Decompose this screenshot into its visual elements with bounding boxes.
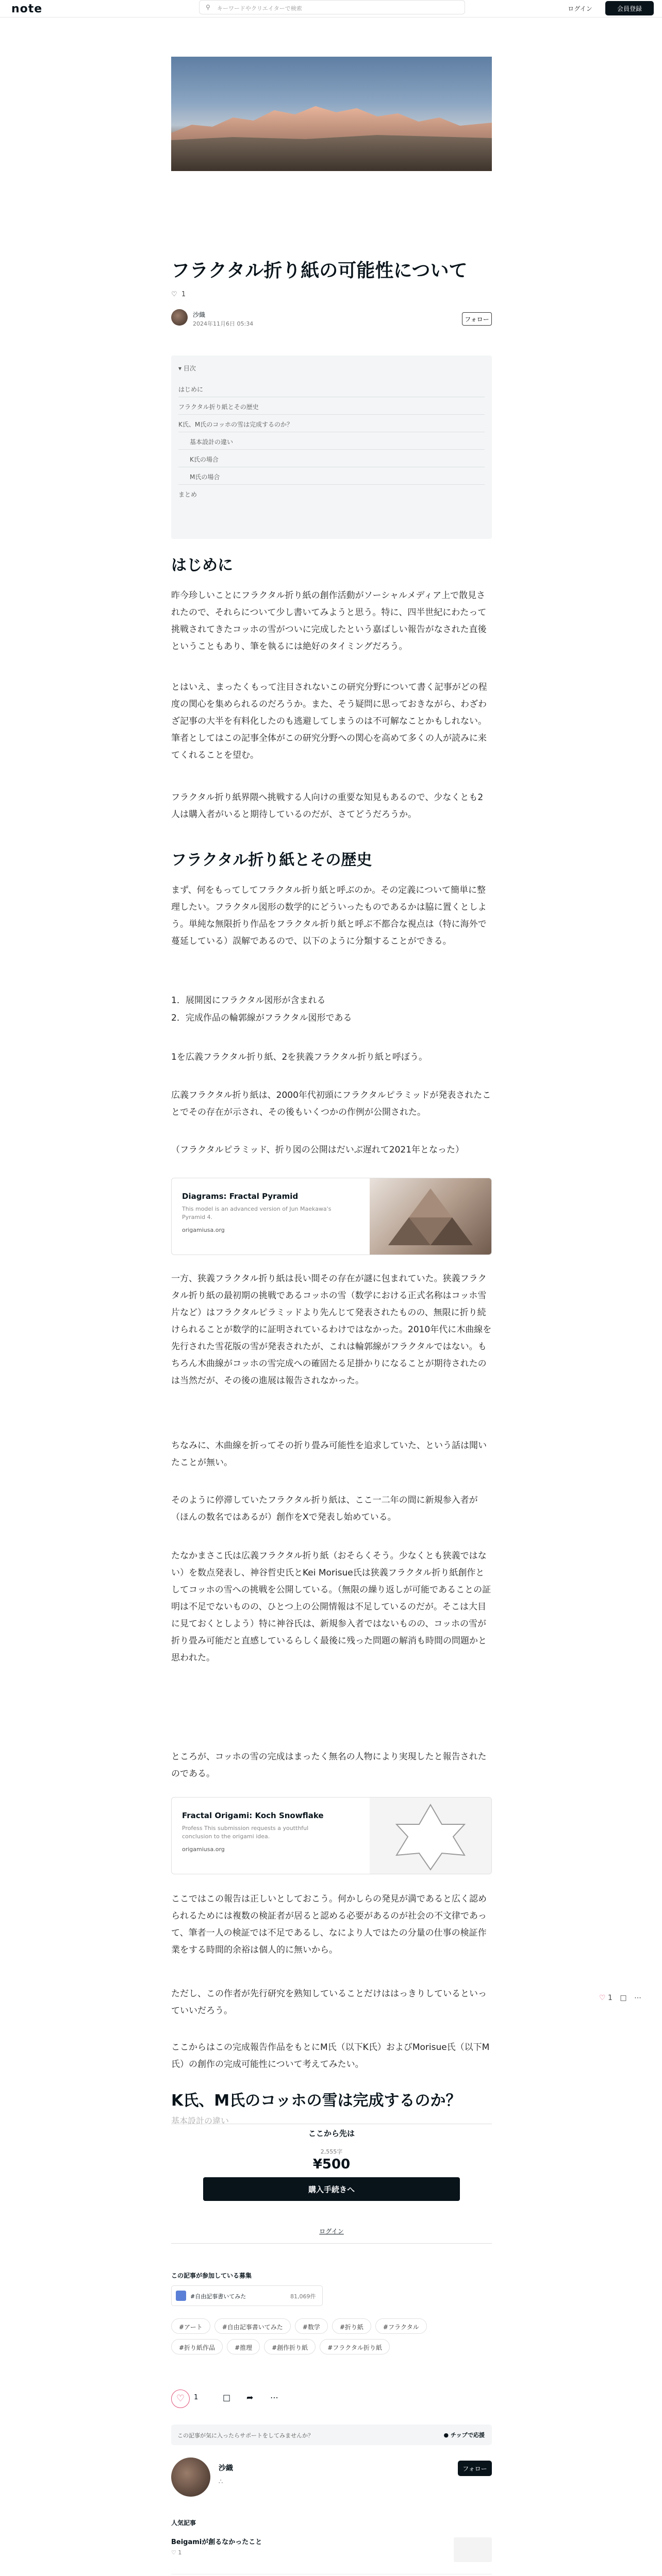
paragraph: 昨今珍しいことにフラクタル折り紙の創作活動がソーシャルメディア上で散見されたので、それらについて少し書いてみようと思う。特に、四半世紀にわたって挑戦されてきたコッホの雪がついに完成したという嘉ばしい報告がなされた直後ということもあり、筆を執るには絶好のタイミングだろう。 xyxy=(171,590,487,652)
mountain-landscape-image xyxy=(171,57,492,171)
like-summary[interactable]: ♡ 1 xyxy=(171,291,186,298)
search-icon: ⚲ xyxy=(206,4,210,11)
toc-item[interactable]: 基本設計の違い xyxy=(178,432,485,450)
fractal-pyramid-image xyxy=(370,1178,491,1255)
toc-item[interactable]: K氏の場合 xyxy=(178,450,485,467)
paragraph: ただし、この作者が先行研究を熟知していることだけははっきりしているといっていいだろう。 xyxy=(171,1989,487,2016)
article-title: フラクタル折り紙の可能性について xyxy=(171,260,468,281)
chip-button[interactable]: ● チップで応援 xyxy=(443,2432,485,2438)
avatar[interactable] xyxy=(171,2458,210,2497)
toc-item[interactable]: フラクタル折り紙とその歴史 xyxy=(178,397,485,415)
paragraph: 一方、狭義フラクタル折り紙は長い間その存在が謎に包まれていた。狭義フラクタル折り紙の最初期の挑戦であるコッホの雪（数学における正式名称はコッホ雪片など）はフラクタルピラミッドより先んじて発表されたものの、無限に折り続けられることが数学的に証明されているわけではなかった。2010年代に木曲線を先行された雪花版の雪が発表されたが、これは輪郭線がフラクタルではない。もちろん木曲線がコッホの雪完成への確固たる足掛かりになることが期待されたのは当然だが、その後の進展は報告されなかった。 xyxy=(171,1274,492,1386)
signup-button[interactable]: 会員登録 xyxy=(605,1,654,15)
comment-icon[interactable]: □ xyxy=(223,2393,231,2402)
link-card-fractal-pyramid[interactable] xyxy=(171,1178,492,1255)
tag[interactable]: #アート xyxy=(171,2318,210,2334)
note-logo[interactable]: note xyxy=(11,3,43,15)
side-actions: ♡ 1 □ ⋯ xyxy=(599,1994,642,2002)
support-box xyxy=(171,2425,492,2445)
heart-icon[interactable]: ♡ xyxy=(599,1994,606,2002)
purchase-button[interactable]: 購入手続きへ xyxy=(203,2177,460,2201)
toc-item[interactable]: まとめ xyxy=(178,491,197,498)
follow-button[interactable]: フォロー xyxy=(458,2461,492,2476)
like-button[interactable]: ♡ xyxy=(171,2389,190,2408)
hero-image xyxy=(171,57,492,171)
paragraph: 1を広義フラクタル折り紙、2を狭義フラクタル折り紙と呼ぼう。 xyxy=(171,1052,427,1062)
magazine-icon xyxy=(176,2291,186,2301)
heading-koch-question: K氏、M氏のコッホの雪は完成するのか？ xyxy=(171,2092,461,2110)
heart-icon: ♡ xyxy=(171,291,177,298)
card-url: origamiusa.org xyxy=(182,1227,225,1233)
popular-articles xyxy=(171,2518,492,2576)
heading-history: フラクタル折り紙とその歴史 xyxy=(171,851,372,869)
creator-name[interactable]: 沙織 xyxy=(219,2464,233,2472)
faded-subheading: 基本設計の違い xyxy=(171,2116,229,2126)
koch-snowflake-image xyxy=(370,1798,491,1874)
search-input[interactable]: ⚲ キーワードやクリエイターで検索 xyxy=(199,0,465,14)
paragraph: たなかまさこ氏は広義フラクタル折り紙（おそらくそう。少なくとも狭義ではない）を数点発表し、神谷哲史氏とKei Morisue氏は狭義フラクタル折り紙創作としてコッホの雪への挑戦を公開している。（無限の繰り返しが可能であることの証明は不足でないものの、ひとつ上の公開情報は不足しているのだが。そこは大目に見ておくとしよう）特に神谷氏は、新規参入者ではないものの、コッホの雪が折り畳み可能だと直感しているらしく最後に残った問題の解消も時間の問題かと思われた。 xyxy=(171,1551,491,1663)
article-actions xyxy=(171,2389,492,2408)
price: ¥500 xyxy=(312,2157,351,2172)
card-description: This model is an advanced version of Jun Maekawa's Pyramid 4. xyxy=(182,1206,332,1221)
card-title: Fractal Origami: Koch Snowflake xyxy=(182,1811,324,1820)
paragraph: フラクタル折り紙界隈へ挑戦する人向けの重要な知見もあるので、少なくとも2人は購入者がいると期待しているのだが、さてどうだろうか。 xyxy=(171,792,484,820)
toc-item[interactable]: K氏、M氏のコッホの雪は完成するのか？ xyxy=(178,415,485,432)
more-icon[interactable]: ⋯ xyxy=(270,2393,278,2402)
article-thumbnail xyxy=(454,2537,492,2562)
popular-heading: 人気記事 xyxy=(171,2519,196,2527)
author-block xyxy=(171,309,492,330)
list-item: 2．完成作品の輪郭線がフラクタル図形である xyxy=(171,1013,352,1023)
paragraph: 広義フラクタル折り紙は、2000年代初頭にフラクタルピラミッドが発表されたことでその存在が示され、その後もいくつかの作例が公開された。 xyxy=(171,1090,491,1117)
avatar[interactable] xyxy=(171,309,188,326)
site-header xyxy=(0,0,662,18)
tag-list xyxy=(171,2339,492,2354)
card-description: Profess This submission requests a youtthful conclusion to the origami idea. xyxy=(182,1825,309,1840)
chip-icon: ● xyxy=(443,2432,449,2438)
list-item: 1．展開図にフラクタル図形が含まれる xyxy=(171,995,326,1006)
card-title: Diagrams: Fractal Pyramid xyxy=(182,1192,299,1201)
more-icon[interactable]: ⋯ xyxy=(634,1994,642,2002)
char-count: 2,555字 xyxy=(320,2148,343,2155)
list-item[interactable]: Beigamiが創るなかったこと ♡ 1 xyxy=(171,2534,492,2574)
toc-item[interactable]: M氏の場合 xyxy=(178,467,485,485)
rss-icon[interactable]: ∴ xyxy=(219,2478,223,2486)
comment-icon[interactable]: □ xyxy=(620,1994,627,2002)
paragraph: （フラクタルピラミッド、折り図の公開はだいぶ遅れて2021年となった） xyxy=(171,1145,465,1155)
table-of-contents xyxy=(171,355,492,539)
toc-heading[interactable]: ▾ 目次 xyxy=(178,365,196,372)
like-count: 1 xyxy=(194,2394,198,2401)
magazine-card[interactable] xyxy=(171,2285,323,2306)
publish-date: 2024年11月6日 05:34 xyxy=(193,320,254,327)
tag[interactable]: #折り紙 xyxy=(332,2318,371,2334)
like-count: ♡ 1 xyxy=(171,2549,182,2556)
paragraph: ところが、コッホの雪の完成はまったく無名の人物により実現したと報告されたのである。 xyxy=(171,1752,487,1779)
tag[interactable]: #フラクタル xyxy=(375,2318,427,2334)
paragraph: ちなみに、木曲線を折ってその折り畳み可能性を追求していた、という話は聞いたことが無い。 xyxy=(171,1440,487,1468)
toc-item[interactable]: はじめに xyxy=(178,380,485,397)
tag[interactable]: #自由記事書いてみた xyxy=(214,2318,291,2334)
paragraph: とはいえ、まったくもって注目されないこの研究分野について書く記事がどの程度の関心を集められるのだろうか。また、そう疑問に思っておきながら、わざわざ記事の大半を有料化したのも逃避してしまうのは不可解なことかもしれない。筆者としてはこの記事全体がこの研究分野への関心を高めて多くの人が読みに来てくれることを望む。 xyxy=(171,682,487,760)
paragraph: そのように停滞していたフラクタル折り紙は、ここ一二年の間に新規参入者が（ほんの数名ではあるが）創作をXで発表し始めている。 xyxy=(171,1495,478,1522)
paywall-login-link[interactable]: ログイン xyxy=(319,2228,344,2235)
card-url: origamiusa.org xyxy=(182,1846,225,1853)
tag[interactable]: #創作折り紙 xyxy=(264,2339,316,2354)
login-button[interactable]: ログイン xyxy=(563,2,597,14)
tag[interactable]: #推理 xyxy=(227,2339,260,2354)
creator-profile xyxy=(171,2458,492,2501)
paragraph: ここからはこの完成報告作品をもとにM氏（以下K氏）およびMorisue氏（以下M氏）の創作の完成可能性について考えてみたい。 xyxy=(171,2042,490,2070)
magazine-name: #自由記事書いてみた xyxy=(190,2293,246,2300)
paywall-heading: ここから先は xyxy=(308,2129,355,2138)
follow-button[interactable]: フォロー xyxy=(462,312,492,326)
paragraph: まず、何をもってしてフラクタル折り紙と呼ぶのか。その定義について簡単に整理したい。フラクタル図形の数学的にどういったものであるかは脇に置くとしよう。単純な無限折り作品をフラクタル折り紙と呼ぶ不都合な視点は（特に海外で蔓延している）誤解であるので、以下のように分類することができる。 xyxy=(171,885,487,946)
support-text: この記事が気に入ったらサポートをしてみませんか？ xyxy=(177,2432,313,2439)
magazine-count: 81,069件 xyxy=(290,2293,316,2300)
heading-intro: はじめに xyxy=(171,556,233,574)
paragraph: ここではこの報告は正しいとしておこう。何かしらの発見が満であると広く認められるためには複数の検証者が居ると認める必要があるのが社会の不文律であって、筆者一人の検証では不足であるし、なにより人ではたの分量の仕事の検証作業をする時間的余裕は個人的に無いから。 xyxy=(171,1894,487,1955)
author-name[interactable]: 沙織 xyxy=(193,311,206,318)
magazine-label: この記事が参加している募集 xyxy=(171,2272,252,2279)
tag-list xyxy=(171,2318,492,2334)
share-icon[interactable]: ➦ xyxy=(246,2393,254,2402)
tag[interactable]: #折り紙作品 xyxy=(171,2339,223,2354)
tag[interactable]: #数学 xyxy=(295,2318,328,2334)
link-card-koch-snowflake[interactable] xyxy=(171,1797,492,1874)
tag[interactable]: #フラクタル折り紙 xyxy=(320,2339,390,2354)
